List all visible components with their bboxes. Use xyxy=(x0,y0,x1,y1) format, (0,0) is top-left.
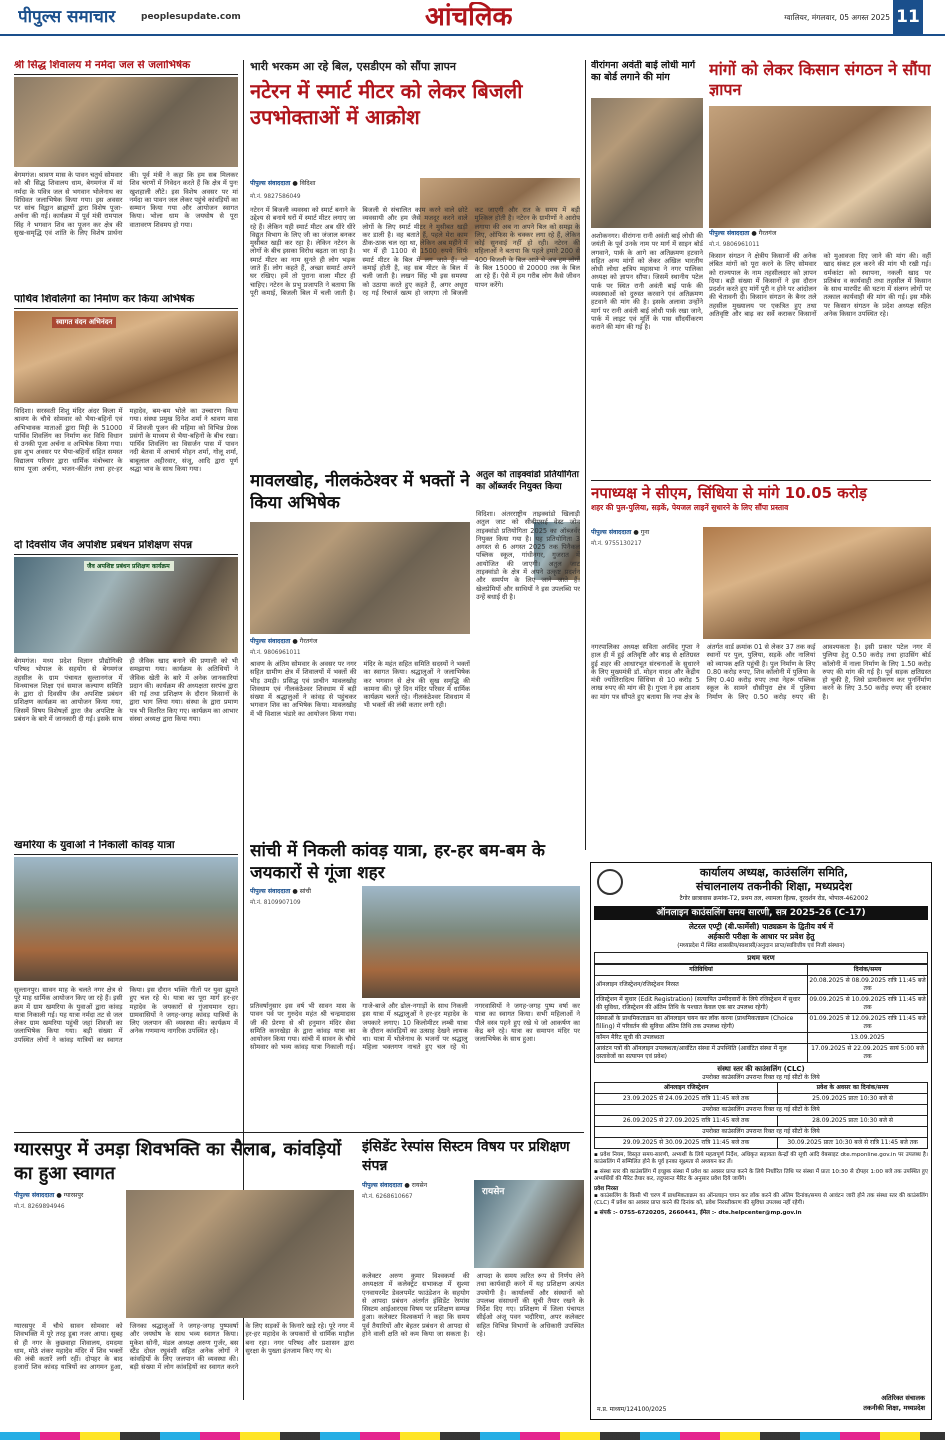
note-text: प्रवेश नियम, विस्तृत समय-सारणी, अभ्यर्थी के लिये महत्वपूर्ण निर्देश, अधिकृत सहायता केन्द्रों की सूची आदि वेबसाइट dte.mponline.gov.in पर उपलब्ध है। काउंसलिंग में सम्मिलित होने के पूर्व इनका सूक्ष्मता से अध्ययन कर लें। xyxy=(594,1152,928,1166)
clc-table xyxy=(594,1082,928,1149)
headline: नपाध्यक्ष ने सीएम, सिंधिया से मांगे 10.05 करोड़ xyxy=(591,484,867,502)
table-cell: ऑनलाइन रजिस्ट्रेशन/रजिस्ट्रेशन निरस्त xyxy=(595,976,808,995)
table-row xyxy=(595,995,928,1014)
byline-reporter: पीपुल्स संवाददाता xyxy=(250,888,291,895)
article-body: नटेरन में बिजली व्यवस्था को स्मार्ट बनाने के उद्देश्य से बनाये घरों में स्मार्ट मीटर लगाए जा रहे हैं। लेकिन यही स्मार्ट मीटर अब धीरे धीरे विद्युत विभाग के लिए जी का जंजाल बनकर मुसीबत खड़ी कर रहा है। लेकिन नटेरन के लोगों के बीच इसका विरोध बढ़ता जा रहा है। स्मार्ट मीटर का नाम सुनते ही लोग भड़क जाते हैं। लोग कहते हैं, अच्छा समार्ट अपने घर रखिए। हमें तो पुराना वाला मीटर ही चाहिए। नटेरन के प्रभु प्रजापति ने बताया कि पूरी कमाई, बिजली बिल में चली जाती है। बिजली से संचालित काम करने वाले छोटे व्यवसायी और हम जैसे मजदूर करने वाले लोगों के लिए स्मार्ट मीटर ने मुसीबत खड़ी कर डाली है। वह बताते हैं, पहले मेरा काम ठीक-ठाक चल रहा था, लेकिन अब महीने में भर में ही 1100 से 1500 रुपये सिर्फ स्मार्ट मीटर के बिल में लग जाते हैं। जो कमाई होती है, वह सब मीटर के बिल में चली जाती है। लखन सिंह भी इस समस्या को उठाया करते हुए कहते हैं, अगर अधूरा रह गई रिचार्ज खत्म हो जाएगा तो बिजली कट जाएगी और रात के समय में बड़ी मुश्किल होती है। नटेरन के ग्रामीणों ने आरोप लगाया की अब ना अपने बिल को समझ के लिए, ऑफिस के चक्कर लगा रहे हैं, लेकिन कोई सुनवाई नहीं हो रही। नटेरन की महिलाओं ने बताया कि पहले हमारे 200 से 400 बिजली के बिल आते थे अब हम लोगों के बिल 15000 से 20000 तक के बिल आ रहे हैं। ऐसे में हम गरीब लोग कैसे जीवन यापन करेंगे। xyxy=(250,206,580,297)
ad-schedule-band: ऑनलाइन काउंसलिंग समय सारणी, सत्र 2025-26 (C-17) xyxy=(594,906,928,920)
article-photo xyxy=(703,527,931,639)
article-body: सुल्तानपुर। सावन माह के चलते नगर क्षेत्र से पूरे माह धार्मिक आयोजन किए जा रहे हैं। इसी क्रम में ग्राम खमरिया के युवाओं द्वारा कांवड़ यात्रा निकाली गई। यह यात्रा नर्मदा तट से जल लेकर ग्राम खमरिया पहुंची जहां शिवजी का जलाभिषेक किया गया। बड़ी संख्या में उपस्थित लोगों ने कांवड़ यात्रियों का स्वागत किया। इस दौरान भक्ति गीतों पर युवा झूमते हुए चल रहे थे। यात्रा का पूरा मार्ग हर-हर महादेव के जयकारों से गुंजायमान रहा। ग्रामवासियों ने जगह-जगह कांवड़ यात्रियों के लिए जलपान की व्यवस्था की। कार्यक्रम में अनेक गणमान्य नागरिक उपस्थित रहे। xyxy=(14,986,238,1044)
ad-office-line1: कार्यालय अध्यक्ष, काउंसलिंग समिति, xyxy=(699,866,849,879)
byline-place: गुना xyxy=(640,529,650,536)
table-row xyxy=(595,1116,928,1127)
clc-subtitle: उपरोक्त काउंसलिंग उपरान्त रिक्त रह गई सीटों के लिये xyxy=(702,1074,820,1081)
reporter-mobile: मो.नं. 9755130217 xyxy=(591,541,642,547)
headline: पार्थिव शिवलिंगों का निर्माण कर किया अभिषेक xyxy=(14,294,238,309)
byline: पीपुल्स संवाददाता ● रायसेन xyxy=(362,1182,428,1189)
article-sanchi-kanwad xyxy=(250,840,580,1120)
table-cell: रजिस्ट्रेशन में सुधार (Edit Registration) (सत्यापित उम्मीदवारों के लिये रजिस्ट्रेशन में सुधार की सुविधा, रजिस्ट्रेशन की अंतिम तिथि के पश्चात केवल एक बार उपलब्ध रहेगी) xyxy=(595,995,808,1014)
byline-reporter: पीपुल्स संवाददाता xyxy=(250,638,291,645)
byline-reporter: पीपुल्स संवाददाता xyxy=(250,180,291,187)
photo-banner-text: स्वागत वंदन अभिनंदन xyxy=(52,317,116,328)
article-body: ग्यारसपुर में चौथे सावन सोमवार को शिवभक्ति में पूरे तरह डूबा नजर आया। सुबह से ही नगर के कुछवाहा शिवालय, दमदमा धाम, मोठे शंकर महादेव मंदिर में शिव भक्तों की लंबी कतारें लगी रहीं। दोपहर के बाद हजारों शिव कांवड़ यात्रियों का आगमन हुआ, जिनका श्रद्धालुओं ने जगह-जगह पुष्पवर्षा और जयघोष के साथ भव्य स्वागत किया। मुकेश सोनी, मंडल अध्यक्ष अरुण गुर्जर, बस स्टैंड दोस्त रघुवंशी सहित अनेक लोगों ने कांवड़ियों के लिए जलपान की व्यवस्था की। बड़ी संख्या में लोग कांवड़ियों का स्वागत करने के लिए सड़कों के किनारे खड़े रहे। पूरे नगर में हर-हर महादेव के जयकारों से धार्मिक माहौल बना रहा। नगर परिषद और प्रशासन द्वारा सुरक्षा के पुख्ता इंतजाम किए गए थे। xyxy=(14,1322,354,1372)
ad-subtitle-3: (मध्यप्रदेश में स्थित शासकीय/स्वशासी/अनुदान प्राप्त/स्ववित्तीय एवं निजी संस्थान) xyxy=(677,943,845,949)
table-cell: कॉमन मैरिट सूची की उपलब्धता xyxy=(595,1033,808,1044)
article-siddh-shivalay xyxy=(14,60,238,284)
article-body: कलेक्टर अरुण कुमार विश्वकर्मा की अध्यक्षता में कलेक्ट्रेट सभाकक्ष में सुश्मा एनवायरमेंट डेवलपमेंट फाउंडेशन के सहयोग से आपदा प्रबंधन अंतर्गत इंसिडेंट रेस्पांस सिस्टम आईआरएस विषय पर प्रशिक्षण सम्पन्न हुआ। कलेक्टर विश्वकर्मा ने कहा कि समय पूर्व तैयारियों और बेहतर प्रबंधन से आपदा से होने वाली क्षति को कम किया जा सकता है। आपदा के समय त्वरित रूप से निर्णय लेने तथा कार्यवाही करने में यह प्रशिक्षण अत्यंत उपयोगी है। कार्यालयों और संस्थानों को उपलब्ध संसाधनों की सूची तैयार रखने के निर्देश दिए गए। प्रशिक्षण में जिला पंचायत सीईओ अंजू पवन भदौरिया, अपर कलेक्टर सहित विभिन्न विभागों के अधिकारी उपस्थित रहे। xyxy=(362,1272,584,1339)
byline-place: गैरतगंज xyxy=(299,638,318,645)
byline: पीपुल्स संवाददाता ● विदिशा xyxy=(250,180,316,187)
table-cell: 09.09.2025 से 10.09.2025 रात्रि 11:45 बजे तक xyxy=(808,995,928,1014)
table-row xyxy=(595,1014,928,1033)
table-cell: 13.09.2025 xyxy=(808,1033,928,1044)
emblem-icon xyxy=(597,869,623,895)
reporter-mobile: मो.नं. 9806961011 xyxy=(709,242,760,248)
article-photo xyxy=(126,1190,354,1318)
byline-place: ग्यारसपुर xyxy=(63,1192,84,1199)
counselling-advertisement xyxy=(590,862,932,1420)
table-cell: उपरोक्त काउंसलिंग उपरान्त रिक्त रह गई सीटों के लिये xyxy=(595,1127,928,1138)
article-body: किसान संगठन ने क्षेत्रीय किसानों की अनेक लंबित मांगों को पूरा करने के लिए सोमवार को राज्यपाल के नाम तहसीलदार को ज्ञापन दिया। बड़ी संख्या में किसानों ने इस दौरान प्रदर्शन करते हुए मांगें पूरी न होने पर आंदोलन की चेतावनी दी। किसान संगठन के बैनर तले तहसील मुख्यालय पर एकत्रित हुए तथा अतिवृष्टि और बाढ़ का सर्वे कराकर किसानों को मुआवजा दिए जाने की मांग की। वहीं खाद संकट हल करने की मांग भी रखी गई। धर्मकांटा को स्थापना, नकली खाद पर प्रतिबंध व कार्यवाही तथा तहसील में किसान के साथ मारपीट की घटना में संलग्न लोगों पर तत्काल कार्यवाही की मांग की गई। इस मौके पर किसान संगठन के प्रदेश अध्यक्ष सहित अनेक किसान उपस्थित रहे। xyxy=(709,252,931,319)
headline: सांची में निकली कांवड़ यात्रा, हर-हर बम-बम के जयकारों से गूंजा शहर xyxy=(250,841,545,883)
table-cell: 01.09.2025 से 12.09.2025 रात्रि 11:45 बजे तक xyxy=(808,1014,928,1033)
ad-phase: प्रथम चरण xyxy=(594,952,928,964)
table-cell: 29.09.2025 से 30.09.2025 रात्रि 11:45 बजे तक xyxy=(595,1138,778,1149)
headline: वीरांगना अवंती बाई लोधी मार्ग का बोर्ड लगाने की मांग xyxy=(591,60,696,83)
byline: पीपुल्स संवाददाता ● गुना xyxy=(591,529,650,536)
reporter-mobile: मो.नं. 9827586049 xyxy=(250,194,301,200)
table-row xyxy=(595,1127,928,1138)
clc-title: संस्था स्तर की काउंसलिंग (CLC) xyxy=(717,1065,805,1073)
contact-text: संपर्क :- 0755-6720205, 2660441, ईमेल :- dte.helpcenter@mp.gov.in xyxy=(599,1209,802,1216)
horizontal-rule xyxy=(14,1132,584,1133)
headline: दो दिवसीय जैव अपशिष्ट प्रबंधन प्रशिक्षण संपन्न xyxy=(14,540,238,555)
table-row xyxy=(595,1033,928,1044)
article-jaiv-apshisht xyxy=(14,540,238,830)
table-row xyxy=(595,1138,928,1149)
byline-reporter: पीपुल्स संवाददाता xyxy=(709,230,750,237)
article-body: विदिशा। अंतरराष्ट्रीय ताइक्वांडो खिलाड़ी अतुल जाट को सीबीएसई वेस्ट जोन ताइक्वांडो प्रतियोगिता 2025 का ऑब्जर्वर नियुक्त किया गया है। यह प्रतियोगिता 3 अगस्त से 6 अगस्त 2025 तक पिनैकल पब्लिक स्कूल, गांधीनगर, गुजरात में आयोजित की जाएगी। अतुल जाट ताइक्वांडो के क्षेत्र में अपने उत्कृष्ट प्रदर्शन और समर्पण के लिए जाने जाते हैं। खेलप्रेमियों और साथियों ने इस उपलब्धि पर उन्हें बधाई दी है। xyxy=(476,510,580,601)
article-body: नगरपालिका अध्यक्ष सविता अरविंद गुप्ता ने हाल ही में हुई अतिवृष्टि और बाढ़ से क्षतिग्रस्त हुई शहर की आधारभूत संरचनाओं के सुधारने के लिए मुख्यमंत्री डॉ. मोहन यादव और केंद्रीय मंत्री ज्योतिरादित्य सिंधिया से 10 करोड़ 5 लाख रुपए की मांग की है। गुप्ता ने इस आशय का मांग पत्र सौंपते हुए बताया कि नपा क्षेत्र के अंतर्गत वार्ड क्रमांक 01 से लेकर 37 तक कई स्थानों पर पुल, पुलिया, सड़कें और नालियां को व्यापक क्षति पहुंची है। पुल निर्माण के लिए 0.80 करोड़ रुपए, शिव कॉलोनी में पुलिया के लिए 0.40 करोड़ रुपए तथा नेहरू पब्लिक स्कूल के सामने धौसीपुरा क्षेत्र में पुलिया निर्माण के लिए 0.50 करोड़ रुपए की आवश्यकता है। इसी प्रकार पटेल नगर में पुलिया हेतु 0.50 करोड़ तथा हाउसिंग बोर्ड कॉलोनी में नाला निर्माण के लिए 1.50 करोड़ रुपए की मांग की गई है। पूर्व सड़क क्षतिग्रस्त हो चुकी है, जिसे डामरीकरण कर पुनर्निर्माण करने के लिए 3.50 करोड़ रुपए की दरकार है। xyxy=(591,643,931,701)
headline: नटेरन में स्मार्ट मीटर को लेकर बिजली उपभोक्ताओं में आक्रोश xyxy=(250,79,523,129)
paper-logo: पीपुल्स समाचार xyxy=(18,7,116,27)
article-napadhyaksha xyxy=(591,480,931,850)
table-row xyxy=(595,1094,928,1105)
table-header-row xyxy=(595,965,928,976)
article-photo xyxy=(474,1180,584,1268)
note-item: ▪ संस्था स्तर की काउंसलिंग में इच्छुक संस्था में प्रवेश का अवसर प्राप्त करने के लिये निर्धारित तिथि पर संस्था में प्रातः 10:30 से दोपहर 1:00 बजे तक उपस्थित हुए अभ्यर्थियों की मैरिट तैयार कर, तदुपरान्त मैरिट के अनुसार प्रवेश दिये जायेंगे। xyxy=(594,1168,928,1183)
table-header-cell: ऑनलाइन रजिस्ट्रेशन xyxy=(595,1083,778,1094)
ad-subtitle-1: लेटरल एण्ट्री (बी.फार्मेसी) पाठ्यक्रम के द्वितीय वर्ष में xyxy=(688,922,834,931)
photo-banner-text: रायसेन xyxy=(482,1187,505,1197)
article-avanti-bai xyxy=(591,60,703,480)
schedule-table xyxy=(594,964,928,1063)
article-mavalkhoh xyxy=(250,470,470,830)
table-header-cell: प्रवेश के अवसर का दिनांक/समय xyxy=(778,1083,928,1094)
signatory-title: अतिरिक्त संचालक xyxy=(881,1394,925,1402)
color-registration-bar xyxy=(0,1432,945,1440)
byline: पीपुल्स संवाददाता ● सांची xyxy=(250,888,312,895)
section-title: आंचलिक xyxy=(425,2,513,32)
byline-place: गैरतगंज xyxy=(758,230,777,237)
headline: मांगों को लेकर किसान संगठन ने सौंपा ज्ञापन xyxy=(709,60,931,99)
table-cell: 26.09.2025 से 27.09.2025 रात्रि 11:45 बजे तक xyxy=(595,1116,778,1127)
article-photo xyxy=(14,557,238,653)
byline: पीपुल्स संवाददाता ● गैरतगंज xyxy=(250,638,318,645)
byline-reporter: पीपुल्स संवाददाता xyxy=(362,1182,403,1189)
headline: अतुल को ताइक्वांडो प्रतियोगिता का ऑब्जर्वर नियुक्त किया xyxy=(476,470,580,492)
reporter-mobile: मो.नं. 6268610667 xyxy=(362,1194,413,1200)
article-body: अशोकनगर। वीरांगना रानी अवंती बाई लोधी की जयंती के पूर्व उनके नाम पर मार्ग में साइन बोर्ड लगवाने, पार्क के आगे का अतिक्रमण हटवाने सहित अन्य मांगों को लेकर अखिल भारतीय लोधी लोधा क्षत्रिय महासभा ने नगर पालिका अध्यक्ष को ज्ञापन सौंपा। जिसमें स्थानीय पटेल पार्क पर स्थित रानी अवंती बाई पार्क की व्यवस्थाओं को दुरुस्त करवाने एवं अतिक्रमण हटवाने की मांग की है। इसके अलावा उन्होंने मार्ग पर रानी अवंती बाई लोधी पार्क रखा जाने, पार्क में लाइट एवं मूर्ति के पास सौंदर्यीकरण कराने की मांग की गई है। xyxy=(591,232,703,332)
signatory-office: तकनीकी शिक्षा, मध्यप्रदेश xyxy=(863,1404,925,1412)
table-row xyxy=(595,976,928,995)
byline-reporter: पीपुल्स संवाददाता xyxy=(14,1192,55,1199)
article-photo xyxy=(362,886,580,998)
note-text: काउंसलिंग के किसी भी चरण में प्राथमिकताक्रम का ऑनलाइन चयन कर लॉक करने की अंतिम दिनांक/समय से आवंटन जारी होने तक संस्था स्तर की काउंसलिंग (CLC) में प्रवेश का अवसर प्राप्त करने की दिनांक को, प्रवेश निरस्तीकरण की सुविधा उपलब्ध नहीं रहेगी। xyxy=(594,1193,928,1207)
table-header-cell: दिनांक/समय xyxy=(808,965,928,976)
table-row xyxy=(595,1044,928,1063)
article-photo xyxy=(250,522,470,634)
cancel-title: प्रवेश निरस्त xyxy=(594,1185,619,1192)
headline: ग्यारसपुर में उमड़ा शिवभक्ति का सैलाब, कांवड़ियों का हुआ स्वागत xyxy=(14,1139,342,1184)
article-photo xyxy=(591,98,703,228)
article-irs-training xyxy=(362,1138,584,1428)
article-body: बेगमगंज। श्रावण मास के पावन चतुर्थ सोमवार को श्री सिद्ध शिवालय धाम, बेगमगंज में मां नर्मदा के पवित्र जल से भगवान भोलेनाथ का विधिवत जलाभिषेक किया गया। इस अवसर पर सांच विद्वान ब्राह्मणों द्वारा विशेष पूजा-अर्चना की गई। कार्यक्रम में पूर्व मंत्री रामपाल सिंह ने भगवान शिव का पूजन कर क्षेत्र की सुख-समृद्धि एवं शांति के लिए विशेष प्रार्थना की। पूर्व मंत्री ने कहा कि हम सब मिलकर शिव चरणों में निवेदन करते हैं कि क्षेत्र में पुनः खुशहाली लौटे। इस विशेष अवसर पर मां नर्मदा का पावन जल लेकर पहुंचे कांवड़ियों का सम्मान किया गया और आयोजन स्वागत किया। भोला धाम के जयघोष से पूरा वातावरण शिवमय हो गया। xyxy=(14,171,238,238)
article-body: विदिशा। सरस्वती शिशु मंदिर अंदर किला में श्रावण के चौथे सोमवार को भैया-बहिनों एवं अभिभावक माताओं द्वारा मिट्टी के 51000 पार्थिव शिवलिंग का निर्माण कर विधि विधान से उनकी पूजा अर्चना व अभिषेक किया गया। इस शुभ अवसर पर भैया-बहिनों सहित समस्त विद्यालय परिवार द्वारा धार्मिक मंत्रोच्चार के साथ पूजा अर्चना, भजन-कीर्तन तथा हर-हर महादेव, बम-बम भोले का उच्चारण किया गया। संस्था प्रमुख दिनेश शर्मा ने श्रावण मास में शिवजी पूजन की महिमा को विभिन्न प्रेरक प्रसंगों के माध्यम से भैया-बहिनों के बीच रखा। पार्थिव शिवलिंग का विसर्जन पास में पावन नदी बेतवा में आचार्य मोहन शर्मा, गोलू शर्मा, बाबूलाल अहीरवार, संजू, आदि द्वारा पूर्ण श्रद्धा भाव के साथ किया गया। xyxy=(14,407,238,474)
notes-list xyxy=(594,1152,928,1217)
byline-reporter: पीपुल्स संवाददाता xyxy=(591,529,632,536)
website-url[interactable]: peoplesupdate.com xyxy=(141,12,241,22)
masthead xyxy=(0,0,945,36)
headline: खमरिया के युवाओं ने निकाली कांवड़ यात्रा xyxy=(14,840,238,855)
headline: श्री सिद्ध शिवालय में नर्मदा जल से जलाभिषेक xyxy=(14,60,238,75)
article-khamariya-kanwad xyxy=(14,840,238,1130)
article-body: श्रावण के अंतिम सोमवार के अवसर पर नगर सहित ग्रामीण क्षेत्र में शिवालयों में भक्तों की भीड़ उमड़ी। प्रसिद्ध एवं प्राचीन मावलखोह शिवधाम एवं नीलकंठेश्वर शिवधाम में बड़ी संख्या में श्रद्धालुओं ने कांवड़ से पहुंचकर भगवान शिव का अभिषेक किया। मावलखोह में भी विशाल भंडारे का आयोजन किया गया। मंदिर के महंत सहित समिति सदस्यों ने भक्तों का स्वागत किया। श्रद्धालुओं ने जलाभिषेक कर भगवान से क्षेत्र की सुख समृद्धि की कामना की। पूरे दिन मंदिर परिसर में धार्मिक कार्यक्रम चलते रहे। नीलकंठेश्वर शिवधाम में भी भक्तों की लंबी कतार लगी रही। xyxy=(250,660,470,718)
article-photo xyxy=(709,106,931,228)
byline-place: रायसेन xyxy=(411,1182,428,1189)
table-cell: 30.09.2025 प्रातः 10:30 बजे से रात्रि 11:45 बजे तक xyxy=(778,1138,928,1149)
table-header-row xyxy=(595,1083,928,1094)
table-row xyxy=(595,1105,928,1116)
article-body: प्रतिवर्षानुसार इस वर्ष भी सावन मास के पावन पर्व पर गुरुदेव महंत श्री चन्द्रमादास जी की प्रेरणा से श्री हनुमान मंदिर सेवा समिति कानखेड़ा के द्वारा कांवड़ यात्रा का आयोजन किया गया। सांची में सावन के चौथे सोमवार को भव्य कांवड़ यात्रा निकाली गई। गाजे-बाजे और ढोल-नगाड़ों के साथ निकली इस यात्रा में श्रद्धालुओं ने हर-हर महादेव के जयकारे लगाए। 10 किलोमीटर लम्बी यात्रा के दौरान कांवड़ियों का उत्साह देखने लायक था। यात्रा में भोलेनाथ के भजनों पर श्रद्धालु महिला भक्तगण नाचते हुए चल रहे थे। नगरवासियों ने जगह-जगह पुष्प वर्षा कर यात्रा का स्वागत किया। सभी महिलाओं ने पीले वस्त्र पहने हुए रखे थे जो आकर्षण का केंद्र बने रहे। यात्रा का समापन मंदिर पर जलाभिषेक के साथ हुआ। xyxy=(250,1002,580,1052)
contact-line: ▪ संपर्क :- 0755-6720205, 2660441, ईमेल :- dte.helpcenter@mp.gov.in xyxy=(594,1209,802,1216)
note-item: ▪ काउंसलिंग के किसी भी चरण में प्राथमिकताक्रम का ऑनलाइन चयन कर लॉक करने की अंतिम दिनांक/समय से आवंटन जारी होने तक संस्था स्तर की काउंसलिंग (CLC) में प्रवेश का अवसर प्राप्त करने की दिनांक को, प्रवेश निरस्तीकरण की सुविधा उपलब्ध नहीं रहेगी। xyxy=(594,1193,928,1207)
byline: पीपुल्स संवाददाता ● गैरतगंज xyxy=(709,230,777,237)
photo-banner-text: जैव अपशिष्ट प्रबंधन प्रशिक्षण कार्यक्रम xyxy=(84,561,174,571)
article-gyaraspur xyxy=(14,1138,354,1428)
ad-subtitle-2: अर्हकारी परीक्षा के आधार पर प्रवेश हेतु xyxy=(707,932,815,941)
reporter-mobile: मो.नं. 8269894946 xyxy=(14,1204,65,1210)
headline: मावलखोह, नीलकंठेश्वर में भक्तों ने किया अभिषेक xyxy=(250,471,470,513)
table-cell: संस्थाओं के प्राथमिकताक्रम का ऑनलाइन चयन कर लॉक करना (प्राथमिकताक्रम (Choice filling) में परिवर्तन की सुविधा अंतिम तिथि तक उपलब्ध रहेगी) xyxy=(595,1014,808,1033)
kicker: भारी भरकम आ रहे बिल, एसडीएम को सौंपा ज्ञापन xyxy=(250,60,457,73)
article-photo xyxy=(14,311,238,403)
table-cell: आवंटन पत्रों की ऑनलाइन उपलब्धता/आवंटित संस्था में उपस्थिति (आवंटित संस्था में मूल दस्तावेजों का सत्यापन एवं प्रवेश) xyxy=(595,1044,808,1063)
page-number: 11 xyxy=(893,0,923,34)
table-cell: 25.09.2025 प्रातः 10:30 बजे से xyxy=(778,1094,928,1105)
table-cell: 23.09.2025 से 24.09.2025 रात्रि 11:45 बजे तक xyxy=(595,1094,778,1105)
article-body: बेगमगंज। मध्य प्रदेश विज्ञान प्रौद्योगिकी परिषद भोपाल के सहयोग से बेगमगंज तहसील के ग्राम पंचायत सुल्तानगंज में विन्ध्याचल शिक्षा एवं समाज कल्याण समिति के द्वारा दो दिवसीय जैव अपशिष्ट प्रबंधन प्रशिक्षण कार्यक्रम का आयोजन किया गया, जिसमें विषय विशेषज्ञों द्वारा जैव अपशिष्ट के प्रबंधन के बारे में जानकारी दी गई। इसके साथ ही जैविक खाद बनाने की प्रणाली को भी समझाया गया। कार्यक्रम के अतिथियों ने जैविक खेती के बारे में अनेक जानकारियां प्रदान की। कार्यक्रम की अध्यक्षता सरपंच द्वारा की गई तथा प्रशिक्षण के दौरान किसानों के द्वारा भाग लिया गया। संस्था के द्वारा प्रमाण पत्र भी वितरित किए गए। कार्यक्रम का आभार संस्था अध्यक्ष द्वारा किया गया। xyxy=(14,657,238,724)
article-kisan-gyapan xyxy=(709,60,931,480)
ad-address: टैगोर छात्रावास क्रमांक-T2, प्रथम तल, श्यामला हिल्स, दूरदर्शन रोड, भोपाल-462002 xyxy=(679,895,869,902)
note-text: संस्था स्तर की काउंसलिंग में इच्छुक संस्था में प्रवेश का अवसर प्राप्त करने के लिये निर्धारित तिथि पर संस्था में प्रातः 10:30 से दोपहर 1:00 बजे तक उपस्थित हुए अभ्यर्थियों की मैरिट तैयार कर, तदुपरान्त मैरिट के अनुसार प्रवेश दिये जायेंगे। xyxy=(594,1168,928,1183)
kicker: शहर की पुल-पुलिया, सड़कें, पेयजल लाइनें सुधारने के लिए सौंपा प्रस्ताव xyxy=(591,503,789,512)
table-header-cell: गतिविधियां xyxy=(595,965,808,976)
table-cell: 20.08.2025 से 08.09.2025 रात्रि 11:45 बजे तक xyxy=(808,976,928,995)
table-cell: 28.09.2025 प्रातः 10:30 बजे से xyxy=(778,1116,928,1127)
article-atul-taekwondo xyxy=(476,470,580,830)
byline-place: सांची xyxy=(299,888,312,895)
byline: पीपुल्स संवाददाता ● ग्यारसपुर xyxy=(14,1192,84,1199)
ad-office-line2: संचालनालय तकनीकी शिक्षा, मध्यप्रदेश xyxy=(696,880,852,893)
article-photo xyxy=(14,857,238,981)
note-item: ▪ प्रवेश नियम, विस्तृत समय-सारणी, अभ्यर्थी के लिये महत्वपूर्ण निर्देश, अधिकृत सहायता केन्द्रों की सूची आदि वेबसाइट dte.mponline.gov.in पर उपलब्ध है। काउंसलिंग में सम्मिलित होने के पूर्व इनका सूक्ष्मता से अध्ययन कर लें। xyxy=(594,1152,928,1166)
column-rule xyxy=(585,60,586,850)
byline-place: विदिशा xyxy=(299,180,316,187)
article-parthiv-shivling xyxy=(14,294,238,530)
table-cell: 17.09.2025 से 22.09.2025 सायं 5:00 बजे तक xyxy=(808,1044,928,1063)
dateline: ग्वालियर, मंगलवार, 05 अगस्त 2025 xyxy=(784,13,890,22)
reporter-mobile: मो.नं. 8109907109 xyxy=(250,900,301,906)
table-cell: उपरोक्त काउंसलिंग उपरान्त रिक्त रह गई सीटों के लिये xyxy=(595,1105,928,1116)
reporter-mobile: मो.नं. 9806961011 xyxy=(250,650,301,656)
ad-reference: म.प्र. माध्यम/124100/2025 xyxy=(597,1406,667,1413)
article-photo xyxy=(14,77,238,167)
headline: इंसिडेंट रेस्पांस सिस्टम विषय पर प्रशिक्षण संपन्न xyxy=(362,1139,570,1174)
article-smart-meter xyxy=(250,60,580,460)
